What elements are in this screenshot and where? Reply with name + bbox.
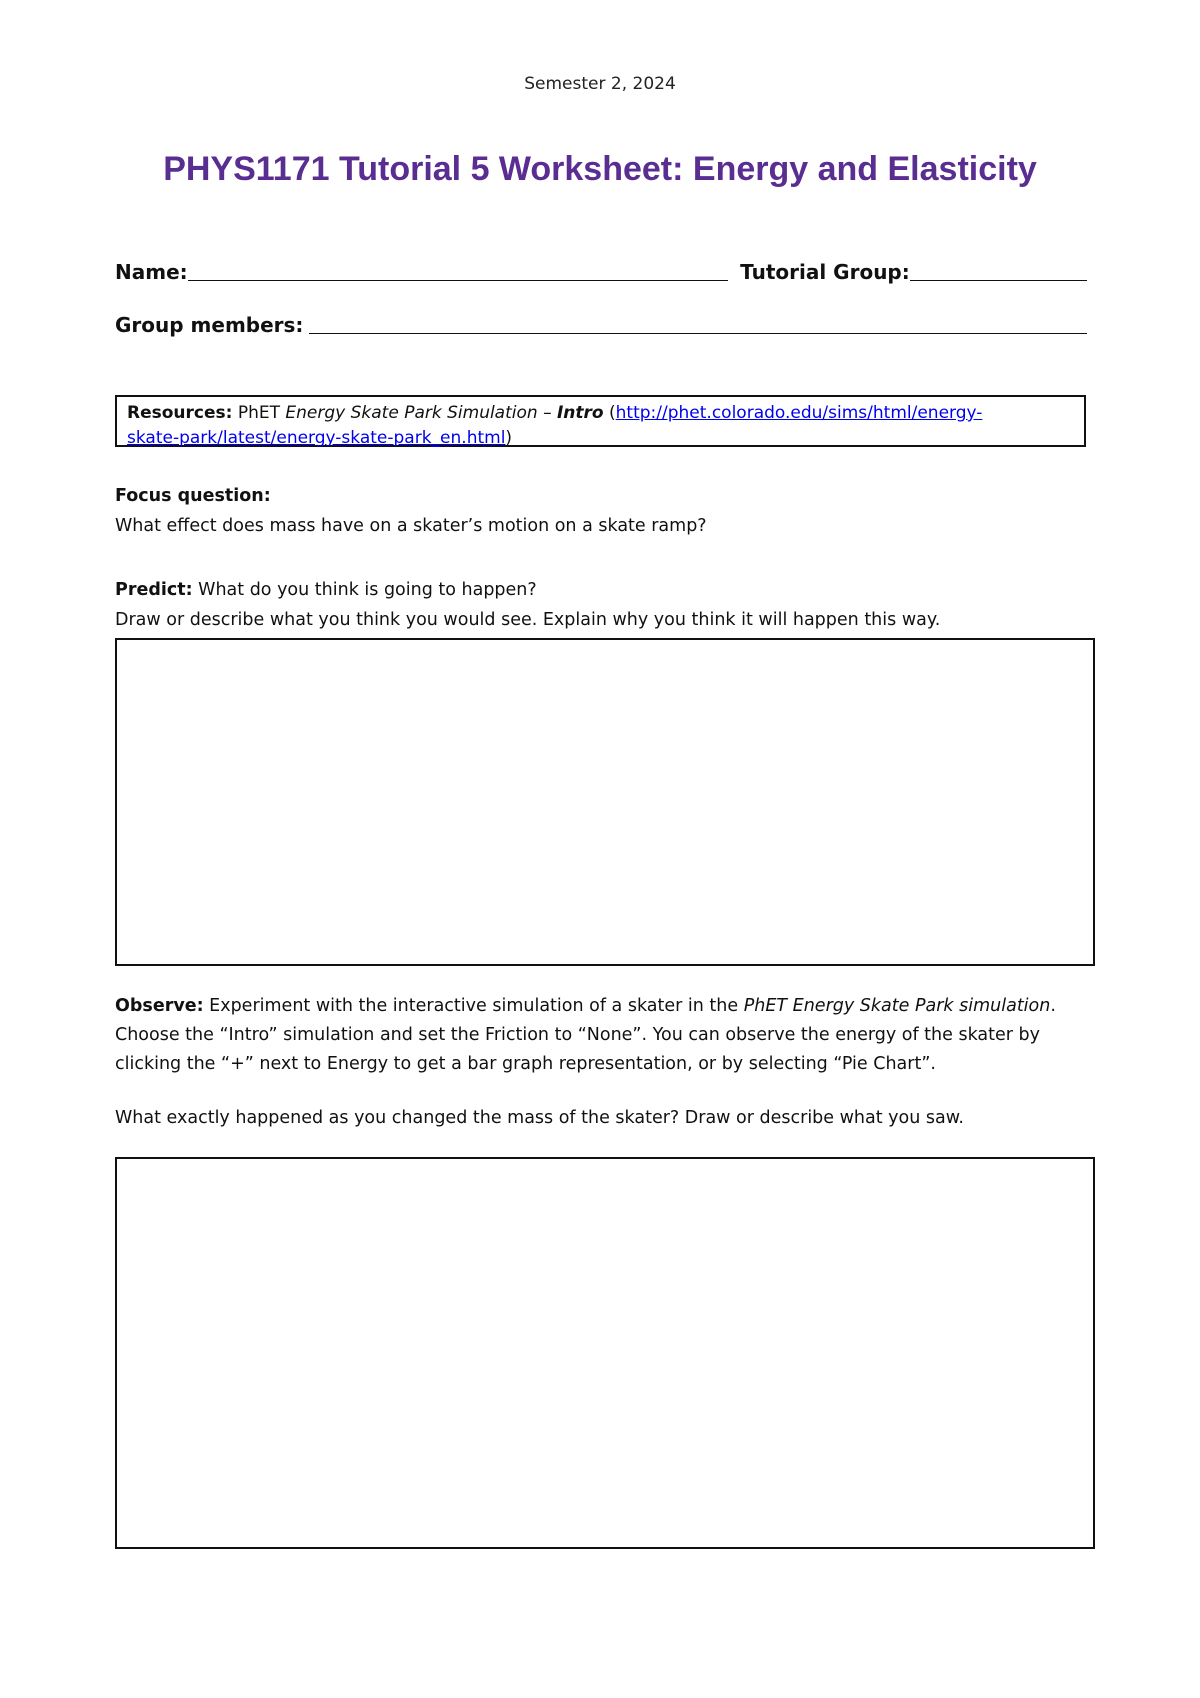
tutorial-group-field[interactable]	[910, 260, 1087, 281]
observe-sim-name: PhET Energy Skate Park simulation	[743, 996, 1051, 1016]
resources-prefix: PhET	[232, 403, 286, 423]
resources-line-2	[127, 426, 1074, 451]
group-members-field[interactable]	[309, 313, 1087, 334]
observe-answer-box[interactable]	[115, 1157, 1095, 1549]
resources-close-paren: )	[505, 428, 513, 448]
resources-link-part-2[interactable]: skate-park/latest/energy-skate-park_en.html	[127, 428, 506, 448]
resources-sim-mode: Intro	[556, 403, 604, 423]
resources-open-paren: (	[603, 403, 616, 423]
predict-label: Predict:	[115, 580, 193, 600]
resources-box	[115, 395, 1086, 447]
observe-question: What exactly happened as you changed the mass of the skater? Draw or describe what you saw.	[115, 1108, 964, 1128]
name-field[interactable]	[188, 260, 729, 281]
observe-line-3: clicking the “+” next to Energy to get a bar graph representation, or by selecting “Pie Chart”.	[115, 1054, 936, 1074]
resources-sim-name: Energy Skate Park Simulation –	[285, 403, 557, 423]
observe-text-2: .	[1050, 996, 1056, 1016]
group-members-label: Group members:	[115, 313, 304, 337]
tutorial-group-label: Tutorial Group:	[740, 260, 910, 284]
focus-section	[115, 481, 1095, 541]
name-row	[115, 260, 1087, 284]
resources-label: Resources:	[127, 403, 233, 423]
page-title: PHYS1171 Tutorial 5 Worksheet: Energy and Elasticity	[163, 150, 1037, 188]
resources-line-1	[127, 401, 1074, 426]
observe-text-1: Experiment with the interactive simulation of a skater in the	[203, 996, 744, 1016]
predict-instruction: Draw or describe what you think you would see. Explain why you think it will happen this way.	[115, 610, 941, 630]
predict-question: What do you think is going to happen?	[192, 580, 537, 600]
focus-question: What effect does mass have on a skater’s motion on a skate ramp?	[115, 516, 707, 536]
predict-answer-box[interactable]	[115, 638, 1095, 966]
observe-section	[115, 992, 1095, 1079]
predict-section	[115, 575, 1095, 635]
semester-header: Semester 2, 2024	[524, 74, 676, 94]
name-label: Name:	[115, 260, 188, 284]
focus-label: Focus question:	[115, 486, 271, 506]
observe-label: Observe:	[115, 996, 204, 1016]
resources-link-part-1[interactable]: http://phet.colorado.edu/sims/html/energy-	[615, 403, 983, 423]
observe-line-2: Choose the “Intro” simulation and set the Friction to “None”. You can observe the energy of the skater by	[115, 1025, 1040, 1045]
group-members-row	[115, 313, 1087, 337]
